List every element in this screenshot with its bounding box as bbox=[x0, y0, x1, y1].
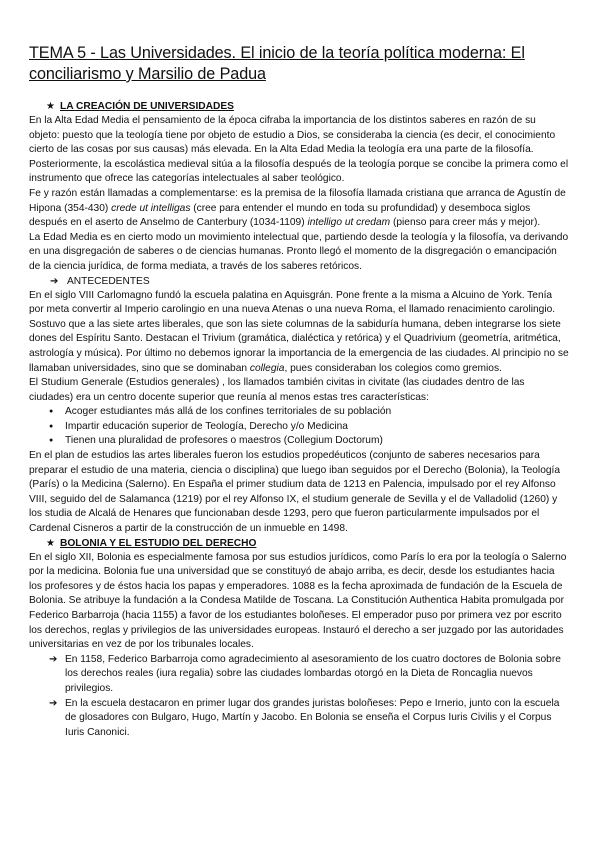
arrow-icon: ➔ bbox=[50, 275, 59, 287]
section-heading-bolonia bbox=[29, 537, 569, 551]
subsection-heading-antecedentes bbox=[29, 275, 569, 289]
list-item-text: En la escuela destacaron en primer lugar dos grandes juristas boloñeses: Pepo e Irnerio, junto con la escuela de glosadores con Bulgaro, Hugo, Martín y Jacobo. En Bolonia se enseña el Corpus Iuris Civilis y el Corpus Iuris Canonici. bbox=[65, 697, 560, 738]
paragraph bbox=[29, 187, 569, 231]
text-run: Fe y razón están llamadas a complementarse: es la premisa de la filosofía llamada cristiana que arranca de Agustín de Hipona (354-430) bbox=[29, 187, 566, 214]
bullet-list bbox=[29, 405, 569, 449]
latin-quote: crede ut intelligas bbox=[111, 202, 191, 214]
paragraph: El Studium Generale (Estudios generales) , los llamados también civitas in civitate (las ciudades dentro de las ciudades) era un centro docente superior que reunía al menos estas tres características: bbox=[29, 377, 525, 403]
section-heading-creacion bbox=[29, 100, 569, 114]
document-page bbox=[29, 43, 569, 740]
latin-term: collegia bbox=[249, 362, 285, 374]
text-run: (cree para entender el mundo en toda su profundidad) y desemboca siglos después en el aserto de Anselmo de Canterbury (1034-1109) bbox=[29, 202, 531, 229]
section-heading-text: BOLONIA Y EL ESTUDIO DEL DERECHO bbox=[60, 537, 257, 549]
text-run: (pienso para creer más y mejor). bbox=[390, 217, 541, 229]
list-item: ● Tienen una pluralidad de profesores o maestros (Collegium Doctorum) bbox=[49, 434, 569, 449]
subsection-heading-text: ANTECEDENTES bbox=[67, 275, 150, 287]
text-run: En el siglo VIII Carlomagno fundó la escuela palatina en Aquisgrán. Pone frente a la misma a Alcuino de York. Tenía por meta convertir al Imperio carolingio en una nueva Atenas o una nueva Roma, el llamado renacimiento carolingio. Sostuvo que a las siete artes liberales, que son las siete columnas de la sabiduría humana, deben integrarse los siete dones del Espíritu Santo. Destacan el Trivium (gramática, dialéctica y retórica) y el Quadrivium (geometría, aritmética, astrología y música). Por último no debemos ignorar la importancia de la emergencia de las ciudades. Al principio no se llamaban universidades, sino que se dominaban bbox=[29, 289, 569, 374]
paragraph: En la Alta Edad Media el pensamiento de la época cifraba la importancia de los distintos saberes en razón de su objeto: puesto que la teología tiene por objeto de estudio a Dios, se consideraba la ciencia (es decir, el conocimiento cierto de las cosas por sus causas) más elevada. En la Alta Edad Media la teología era una parte de la filosofía. Posteriormente, la escolástica medieval sitúa a la filosofía después de la teología porque se concibe la primera como el instrumento que ofrece las categorías intelectuales al saber teológico. bbox=[29, 115, 569, 185]
paragraph: En el siglo XII, Bolonia es especialmente famosa por sus estudios jurídicos, como París lo era por la teología o Salerno por la medicina. Bolonia fue una universidad que se constituyó de abajo arriba, es decir, desde los estudiantes hacia los profesores y de éstos hacia los papas y emperadores. 1088 es la fecha aproximada de fundación de la Escuela de Bolonia. Se atribuye la fundación a la Condesa Matilde de Toscana. La Constitución Authentica Habita promulgada por Federico Barbarroja (hacia 1155) a favor de los estudiantes boloñeses. El emperador puso por primera vez por escrito los derechos, reglas y privilegios de las universidades europeas. Instauró el derecho a ser juzgado por las autoridades universitarias en vez de por los tribunales locales. bbox=[29, 551, 567, 651]
list-item bbox=[49, 653, 569, 697]
list-item bbox=[49, 697, 569, 741]
paragraph bbox=[29, 289, 569, 377]
list-item: ● Acoger estudiantes más allá de los confines territoriales de su población bbox=[49, 405, 569, 420]
section-heading-text: LA CREACIÓN DE UNIVERSIDADES bbox=[60, 101, 234, 112]
list-item-text: En 1158, Federico Barbarroja como agradecimiento al asesoramiento de los cuatro doctores de Bolonia sobre los derechos reales (iura regalia) sobre las ciudades lombardas otorgó en la Dieta de Roncaglia nuevos privilegios. bbox=[65, 653, 561, 694]
arrow-icon: ➔ bbox=[49, 653, 58, 665]
paragraph: La Edad Media es en cierto modo un movimiento intelectual que, partiendo desde la teología y la filosofía, va derivando en una disgregación de saberes o de ciencias humanas. Pronto llegó el momento de la disgregación o emancipación de la ciencia jurídica, de forma mediata, a través de los saberes retóricos. bbox=[29, 231, 569, 272]
star-icon: ★ bbox=[46, 537, 56, 549]
paragraph: En el plan de estudios las artes liberales fueron los estudios propedéuticos (conjunto de saberes necesarios para preparar el estudio de una materia, ciencia o disciplina) que luego iban seguidos por el Derecho (Bolonia), la Teología (París) o la Medicina (Salerno). En España el primer studium data de 1213 en Palencia, impulsado por el rey Alfonso VIII, seguido del de Salamanca (1219) por el rey Alfonso IX, el studium generale de Sevilla y el de Valladolid (1260) y los studia de Alcalá de Henares que funcionaban desde 1293, pero que fueron particularmente impulsados por el Cardenal Cisneros a partir de la construcción de un inmueble en 1498. bbox=[29, 450, 561, 535]
page-title: TEMA 5 - Las Universidades. El inicio de la teoría política moderna: El conciliarismo y Marsilio de Padua bbox=[29, 44, 525, 83]
list-item: ● Impartir educación superior de Teología, Derecho y/o Medicina bbox=[49, 420, 569, 435]
text-run: , pues consideraban los colegios como gremios. bbox=[284, 362, 502, 374]
arrow-list bbox=[29, 653, 569, 741]
latin-quote: intelligo ut credam bbox=[307, 217, 391, 229]
arrow-icon: ➔ bbox=[49, 697, 58, 709]
star-icon: ★ bbox=[46, 101, 56, 112]
